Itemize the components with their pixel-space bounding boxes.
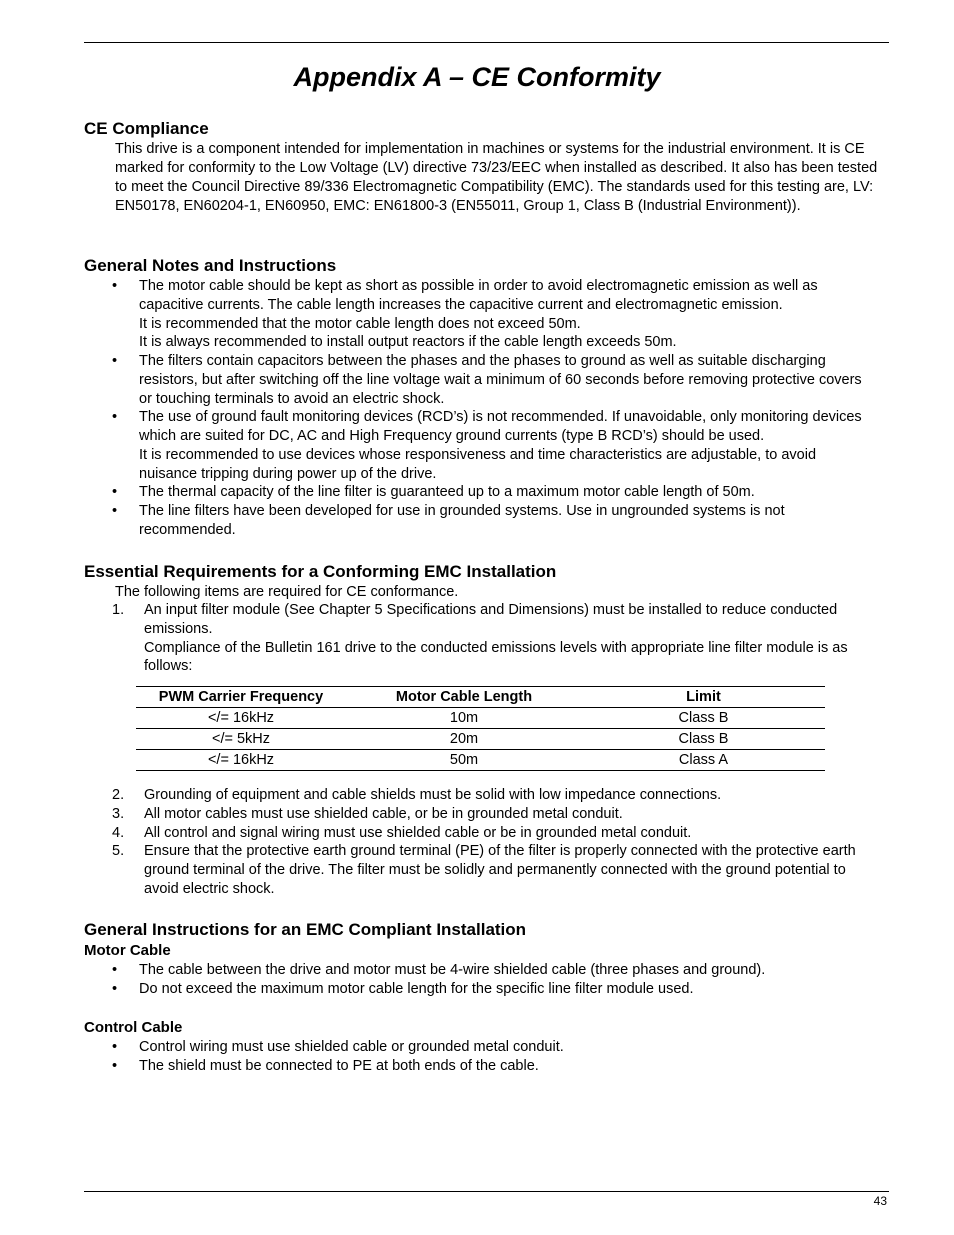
table-cell: </= 5kHz [136,729,346,750]
list-item-text: Ensure that the protective earth ground terminal (PE) of the filter is properly connected with the protective earth ground terminal of the drive. The filter must be solidly and permanently connected with the ground potential to avoid electric shock. [144,843,856,897]
bullet-icon: • [112,278,118,294]
list-item-text: Do not exceed the maximum motor cable length for the specific line filter module used. [139,980,694,997]
ce-compliance-heading: CE Compliance [84,119,209,138]
list-item-text: Control wiring must use shielded cable or grounded metal conduit. [139,1039,564,1055]
list-item-text: The use of ground fault monitoring devices (RCD’s) is not recommended. If unavoidable, only monitoring devices which are suited for DC, AC and High Frequency ground currents (type B RCD’s) should be used. [139,409,862,444]
bullet-icon: • [112,503,118,519]
list-item [112,601,877,676]
list-item [112,277,877,352]
general-instructions-heading: General Instructions for an EMC Compliant Installation [84,920,527,939]
table-cell: Class B [582,708,825,729]
list-item-text: The thermal capacity of the line filter is guaranteed up to a maximum motor cable length of 50m. [139,484,755,501]
table-header: Limit [582,687,825,708]
list-item-text: It is recommended to use devices whose responsiveness and time characteristics are adjustable, to avoid nuisance tripping during power up of the drive. [139,446,817,482]
table-row [136,729,825,750]
control-cable-heading: Control Cable [84,1019,183,1036]
bullet-icon: • [112,980,118,997]
motor-cable-heading: Motor Cable [84,942,171,959]
bullet-icon: • [112,484,118,501]
table-cell: 10m [346,708,582,729]
list-item-text: The cable between the drive and motor must be 4-wire shielded cable (three phases and ground). [139,962,766,978]
ce-compliance-body: This drive is a component intended for implementation in machines or systems for the industrial environment. It is CE marked for conformity to the Low Voltage (LV) directive 73/23/EEC when installed as described. It also has been tested to meet the Council Directive 89/336 Electromagnetic Compatibility (EMC). The standards used for this testing are, LV: EN50178, EN60204-1, EN60950, EMC: EN61800-3 (EN55011, Group 1, Class B (Industrial Environment)). [115,141,878,214]
bullet-icon: • [112,962,118,978]
table-cell: </= 16kHz [136,708,346,729]
table-header: PWM Carrier Frequency [136,687,346,708]
list-item [112,824,877,843]
list-item [112,805,877,824]
list-item [112,980,877,999]
list-item [112,1057,877,1076]
table-header-row [136,687,825,708]
list-item-text: Compliance of the Bulletin 161 drive to the conducted emissions levels with appropriate line filter module is as follows: [144,639,848,675]
list-item-text: It is recommended that the motor cable length does not exceed 50m. [139,315,581,332]
list-item-text: The line filters have been developed for use in grounded systems. Use in ungrounded systems is not recommended. [139,503,785,538]
table-cell: Class B [582,729,825,750]
list-item-text: It is always recommended to install output reactors if the cable length exceeds 50m. [139,334,677,351]
control-cable-list [112,1038,877,1076]
list-number: 5. [112,843,125,860]
list-item [112,786,877,805]
list-number: 2. [112,787,125,803]
page-number: 43 [873,1194,887,1208]
list-item [112,961,877,980]
general-notes-list [112,277,877,540]
table-cell: </= 16kHz [136,750,346,771]
table-row [136,708,825,729]
list-item-text: All control and signal wiring must use shielded cable or be in grounded metal conduit. [144,824,692,841]
list-item [112,1038,877,1057]
header-rule [84,42,889,43]
table-cell: 20m [346,729,582,750]
table-cell: 50m [346,750,582,771]
list-item-text: All motor cables must use shielded cable, or be in grounded metal conduit. [144,805,623,822]
list-number: 1. [112,602,125,618]
bullet-icon: • [112,1057,118,1074]
motor-cable-list [112,961,877,999]
list-item [112,408,877,483]
essential-intro: The following items are required for CE conformance. [115,584,459,600]
table-cell: Class A [582,750,825,771]
bullet-icon: • [112,409,118,426]
list-item [112,502,877,540]
page-title: Appendix A – CE Conformity [293,62,661,92]
table-header: Motor Cable Length [346,687,582,708]
list-item-text: An input filter module (See Chapter 5 Specifications and Dimensions) must be installed to reduce conducted emissions. [144,602,838,637]
list-number: 3. [112,805,125,822]
list-number: 4. [112,824,125,841]
list-item [112,483,877,502]
general-notes-heading: General Notes and Instructions [84,256,337,275]
list-item-text: The shield must be connected to PE at both ends of the cable. [139,1057,539,1074]
essential-list-1 [112,601,877,676]
footer-rule [84,1191,889,1192]
list-item [112,842,877,898]
list-item [112,352,877,408]
essential-list-2 [112,786,877,899]
list-item-text: The motor cable should be kept as short as possible in order to avoid electromagnetic emission as well as capacitive currents. The cable length increases the capacitive current and electromagnetic emission. [139,278,818,313]
bullet-icon: • [112,353,118,369]
essential-requirements-heading: Essential Requirements for a Conforming EMC Installation [84,562,557,581]
bullet-icon: • [112,1039,118,1055]
table-row [136,750,825,771]
list-item-text: Grounding of equipment and cable shields must be solid with low impedance connections. [144,787,722,803]
emc-table [136,686,825,771]
list-item-text: The filters contain capacitors between the phases and the phases to ground as well as suitable discharging resistors, but after switching off the line voltage wait a minimum of 60 seconds before removing protective covers or touching terminals to avoid an electric shock. [139,353,862,407]
